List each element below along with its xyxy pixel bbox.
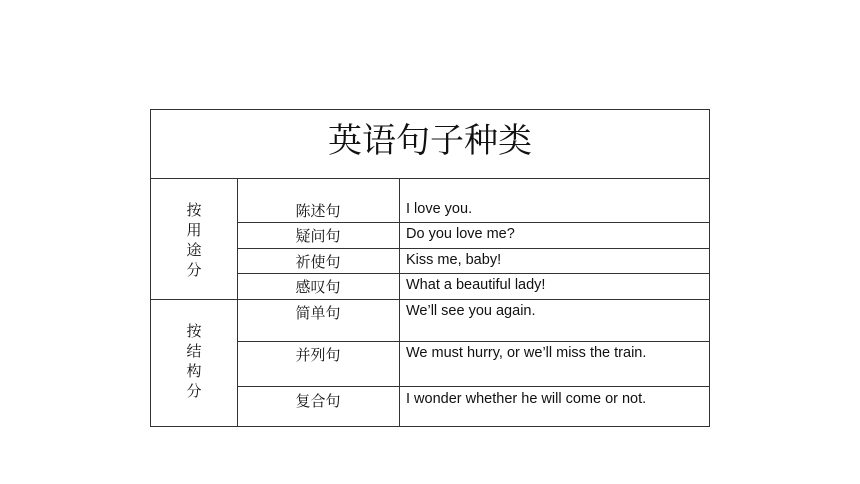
sentence-example: I love you. <box>406 201 473 217</box>
sentence-type: 简单句 <box>295 304 341 322</box>
sentence-example: Do you love me? <box>406 226 515 242</box>
sentence-example: We’ll see you again. <box>406 303 536 319</box>
sentence-example: We must hurry, or we’ll miss the train. <box>406 345 647 361</box>
sentence-example: What a beautiful lady! <box>406 277 546 293</box>
row-divider <box>237 386 709 387</box>
title-divider <box>151 178 709 179</box>
sentence-example: Kiss me, baby! <box>406 252 502 268</box>
row-divider <box>237 222 709 223</box>
sentence-type: 祈使句 <box>295 253 341 271</box>
sentence-types-table <box>150 109 710 427</box>
group-label-by-use: 按 用 途 分 <box>186 201 202 279</box>
sentence-type: 陈述句 <box>295 202 341 220</box>
row-divider <box>237 273 709 274</box>
group-divider <box>151 299 709 300</box>
sentence-example: I wonder whether he will come or not. <box>406 391 647 407</box>
table-title: 英语句子种类 <box>328 120 532 161</box>
row-divider <box>237 341 709 342</box>
sentence-type: 并列句 <box>295 346 341 364</box>
sentence-type: 疑问句 <box>295 227 341 245</box>
group-label-by-structure: 按 结 构 分 <box>186 322 202 400</box>
sentence-type: 感叹句 <box>295 278 341 296</box>
sentence-type: 复合句 <box>295 392 341 410</box>
row-divider <box>237 248 709 249</box>
